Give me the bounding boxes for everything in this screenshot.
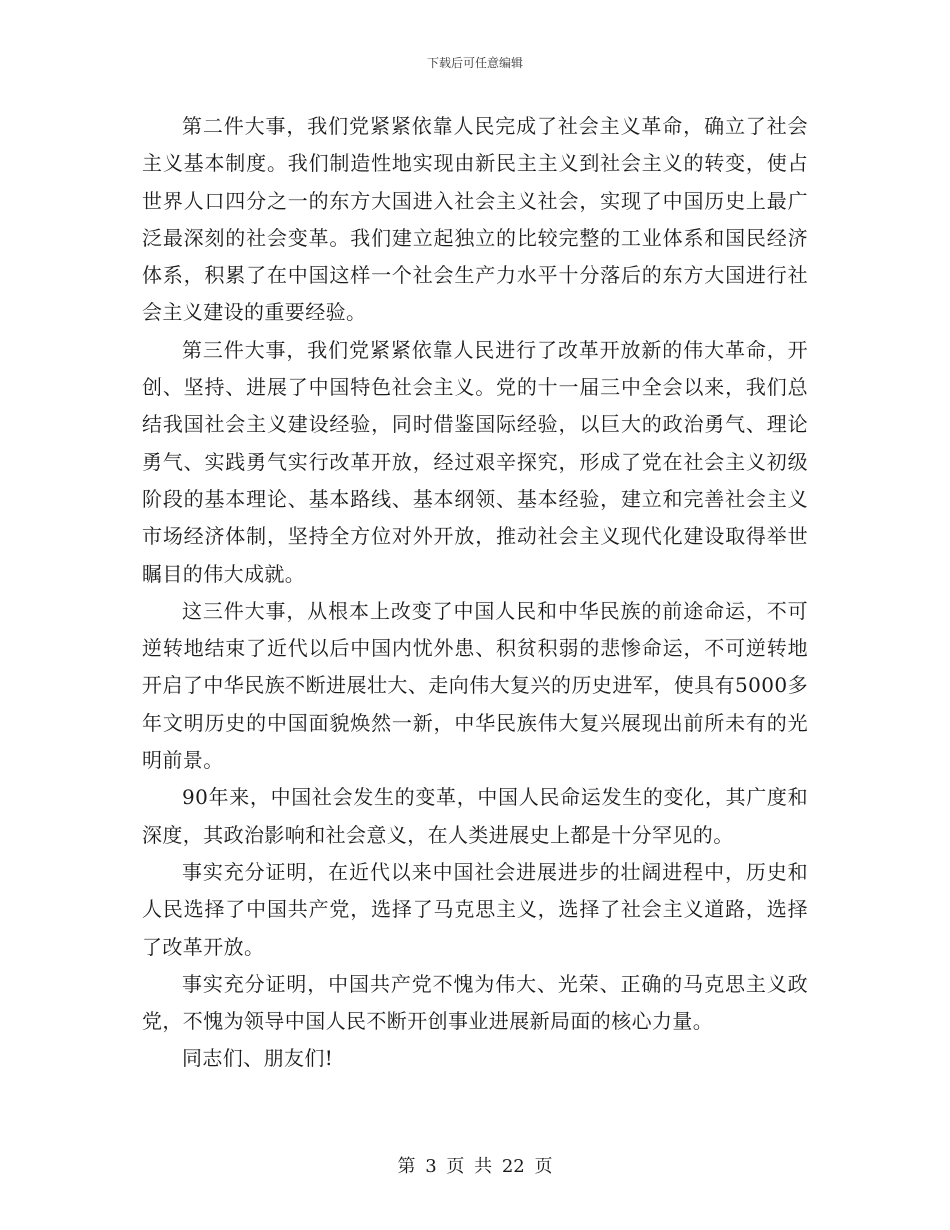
paragraph-fact-proof-history: 事实充分证明，在近代以来中国社会进展进步的壮阔进程中，历史和人民选择了中国共产党，选择了马克思主义，选择了社会主义道路，选择了改革开放。 bbox=[142, 859, 808, 959]
paragraph-second-event: 第二件大事，我们党紧紧依靠人民完成了社会主义革命，确立了社会主义基本制度。我们制造性地实现由新民主主义到社会主义的转变，使占世界人口四分之一的东方大国进入社会主义社会，实现了中国历史上最广泛最深刻的社会变革。我们建立起独立的比较完整的工业体系和国民经济体系，积累了在中国这样一个社会生产力水平十分落后的东方大国进行社会主义建设的重要经验。 bbox=[142, 114, 808, 325]
paragraph-three-events-summary: 这三件大事，从根本上改变了中国人民和中华民族的前途命运，不可逆转地结束了近代以后中国内忧外患、积贫积弱的悲惨命运，不可逆转地开启了中华民族不断进展壮大、走向伟大复兴的历史进军，使具有5000多年文明历史的中国面貌焕然一新，中华民族伟大复兴展现出前所未有的光明前景。 bbox=[142, 598, 808, 773]
page-footer: 第 3 页 共 22 页 bbox=[397, 1156, 553, 1177]
paragraph-fact-proof-party: 事实充分证明，中国共产党不愧为伟大、光荣、正确的马克思主义政党，不愧为领导中国人民不断开创事业进展新局面的核心力量。 bbox=[142, 971, 808, 1034]
page-header: 下载后可任意编辑 bbox=[426, 56, 523, 70]
paragraph-ninety-years: 90年来，中国社会发生的变革，中国人民命运发生的变化，其广度和深度，其政治影响和社会意义，在人类进展史上都是十分罕见的。 bbox=[142, 785, 808, 847]
paragraph-salutation: 同志们、朋友们! bbox=[182, 1046, 334, 1071]
paragraph-third-event: 第三件大事，我们党紧紧依靠人民进行了改革开放新的伟大革命，开创、坚持、进展了中国特色社会主义。党的十一届三中全会以来，我们总结我国社会主义建设经验，同时借鉴国际经验，以巨大的政治勇气、理论勇气、实践勇气实行改革开放，经过艰辛探究，形成了党在社会主义初级阶段的基本理论、基本路线、基本纲领、基本经验，建立和完善社会主义市场经济体制，坚持全方位对外开放，推动社会主义现代化建设取得举世瞩目的伟大成就。 bbox=[142, 337, 808, 586]
document-body bbox=[142, 108, 808, 1078]
